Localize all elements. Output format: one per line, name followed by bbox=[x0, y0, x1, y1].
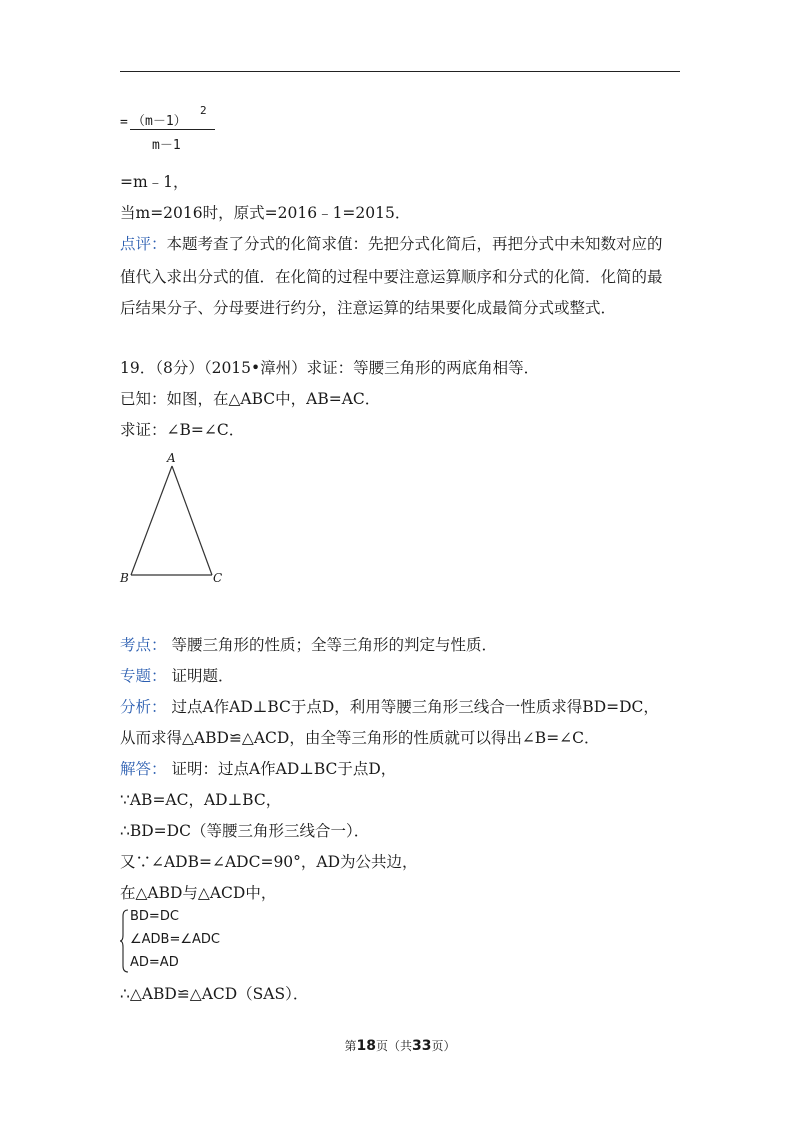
kaodian-line bbox=[120, 634, 497, 656]
given-line: 已知：如图，在△ABC中，AB=AC． bbox=[120, 390, 381, 408]
fraction-exponent: 2 bbox=[200, 104, 207, 117]
therefore-line-2: ∴△ABD≌△ACD（SAS）． bbox=[120, 985, 309, 1003]
fraction-numerator: （m－1） bbox=[132, 114, 187, 129]
kaodian-label: 考点： bbox=[120, 636, 167, 654]
evaluate-line: 当m=2016时，原式=2016﹣1=2015． bbox=[120, 204, 411, 222]
kaodian-text: 等腰三角形的性质；全等三角形的判定与性质． bbox=[171, 636, 497, 654]
vertex-label-c: C bbox=[213, 571, 223, 585]
fenxi-label: 分析： bbox=[120, 698, 167, 716]
vertex-label-b: B bbox=[120, 571, 129, 585]
zhuanti-label: 专题： bbox=[120, 667, 167, 685]
footer-total-pages: 33 bbox=[412, 1038, 432, 1054]
footer-page-number: 18 bbox=[356, 1038, 376, 1054]
zhuanti-text: 证明题． bbox=[171, 667, 234, 685]
zhuanti-line bbox=[120, 665, 233, 687]
jieda-label: 解答： bbox=[120, 760, 167, 778]
question-19: 19．（8分）（2015•漳州）求证：等腰三角形的两底角相等． bbox=[120, 359, 540, 377]
comment-line-2: 值代入求出分式的值．在化简的过程中要注意运算顺序和分式的化简．化简的最 bbox=[120, 268, 663, 286]
footer-suffix: 页） bbox=[431, 1039, 456, 1053]
triangle-figure bbox=[110, 448, 250, 598]
vertex-label-a: A bbox=[167, 451, 176, 465]
footer-prefix: 第 bbox=[344, 1039, 357, 1053]
left-brace bbox=[120, 908, 130, 974]
page-footer bbox=[0, 1037, 800, 1054]
comment-text-1: 本题考查了分式的化简求值：先把分式化简后，再把分式中未知数对应的 bbox=[166, 235, 663, 253]
side-ab bbox=[131, 466, 172, 575]
because-line: ∵AB=AC，AD⊥BC， bbox=[120, 791, 282, 809]
in-triangles-line: 在△ABD与△ACD中， bbox=[120, 884, 277, 902]
equation-system bbox=[120, 908, 260, 974]
fraction-equals-sign: = bbox=[120, 115, 128, 130]
system-row-1: BD=DC bbox=[130, 909, 179, 924]
comment-line-3: 后结果分子、分母要进行约分，注意运算的结果要化成最简分式或整式． bbox=[120, 299, 617, 317]
fraction-bar bbox=[130, 129, 215, 130]
header-rule bbox=[120, 71, 680, 72]
fenxi-line-1 bbox=[120, 696, 659, 718]
fraction-denominator: m－1 bbox=[152, 138, 181, 153]
system-row-3: AD=AD bbox=[130, 955, 179, 970]
also-line: 又∵∠ADB=∠ADC=90°，AD为公共边， bbox=[120, 853, 418, 871]
fenxi-line-2: 从而求得△ABD≌△ACD，由全等三角形的性质就可以得出∠B=∠C． bbox=[120, 729, 600, 747]
prove-line: 求证：∠B=∠C． bbox=[120, 421, 245, 439]
therefore-line-1: ∴BD=DC（等腰三角形三线合一）． bbox=[120, 822, 370, 840]
comment-line-1 bbox=[120, 233, 663, 255]
side-ac bbox=[172, 466, 212, 575]
jieda-text: 证明：过点A作AD⊥BC于点D， bbox=[171, 760, 397, 778]
footer-middle: 页（共 bbox=[375, 1039, 412, 1053]
result-line: =m﹣1， bbox=[120, 173, 189, 191]
jieda-line bbox=[120, 758, 396, 780]
comment-label: 点评： bbox=[120, 235, 167, 253]
triangle-svg bbox=[110, 448, 250, 598]
system-row-2: ∠ADB=∠ADC bbox=[130, 932, 221, 947]
fenxi-text-1: 过点A作AD⊥BC于点D，利用等腰三角形三线合一性质求得BD=DC， bbox=[171, 698, 659, 716]
